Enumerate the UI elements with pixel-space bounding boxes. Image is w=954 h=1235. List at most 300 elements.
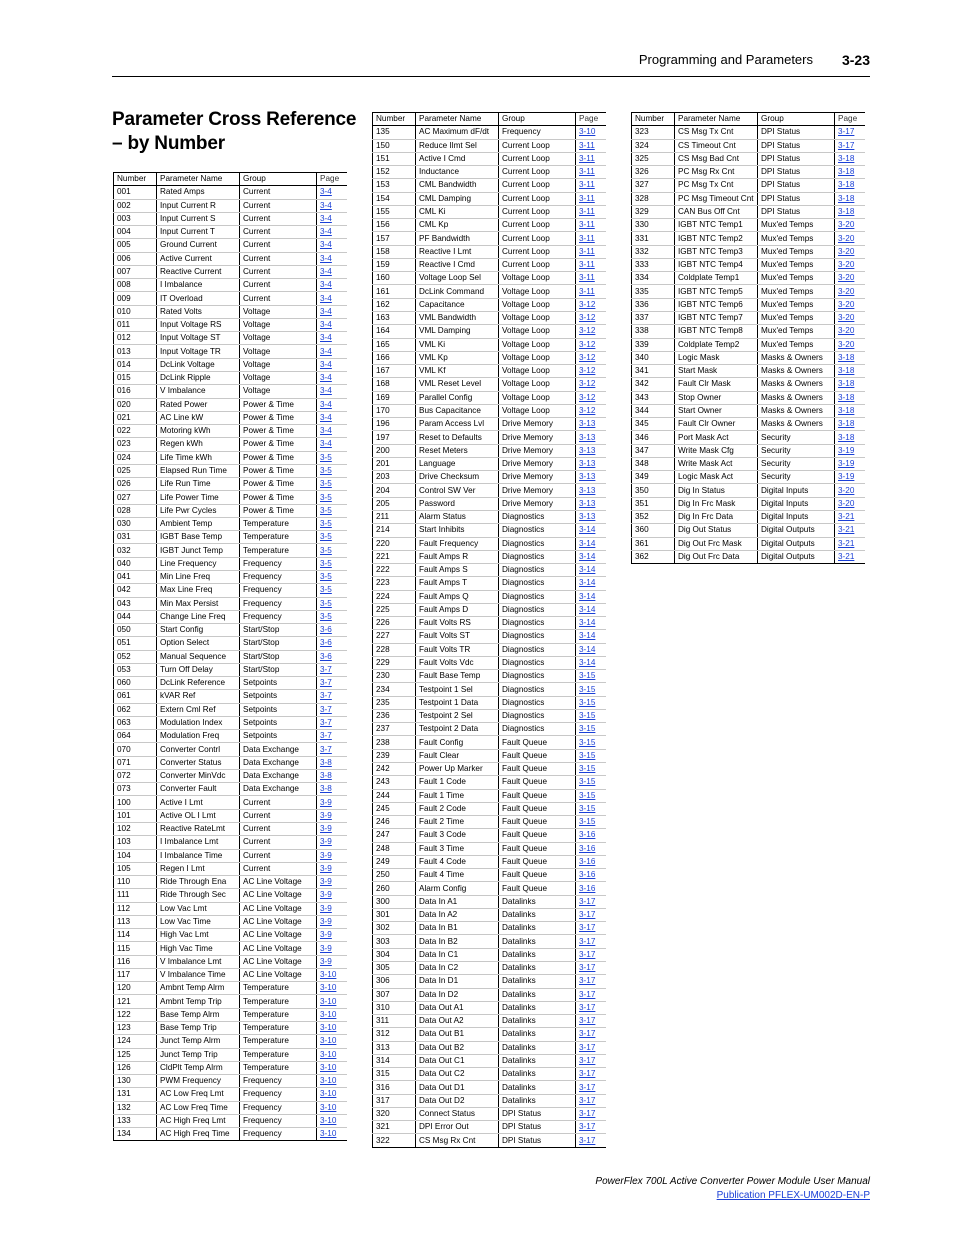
page-cell: [317, 1128, 347, 1141]
page-link[interactable]: 3-5: [320, 452, 332, 462]
page-link[interactable]: 3-15: [579, 724, 596, 734]
page-link[interactable]: 3-7: [320, 704, 332, 714]
page-link[interactable]: 3-17: [579, 1029, 596, 1039]
page-link[interactable]: 3-11: [579, 167, 595, 177]
page-link[interactable]: 3-13: [579, 485, 596, 495]
page-link[interactable]: 3-9: [320, 850, 332, 860]
page-link[interactable]: 3-12: [579, 352, 596, 362]
page-link[interactable]: 3-10: [320, 970, 337, 980]
parameter-group: Current Loop: [499, 152, 576, 165]
page-link[interactable]: 3-5: [320, 532, 332, 542]
parameter-group: Voltage: [240, 371, 317, 384]
table-row: [114, 570, 347, 583]
page-link[interactable]: 3-14: [579, 644, 596, 654]
parameter-name: Data In B1: [416, 922, 499, 935]
page-link[interactable]: 3-21: [838, 512, 855, 522]
parameter-number: 032: [114, 544, 157, 557]
page-link[interactable]: 3-17: [579, 989, 596, 999]
page-link[interactable]: 3-5: [320, 479, 332, 489]
parameter-group: Digital Inputs: [758, 510, 835, 523]
parameter-number: 327: [632, 179, 675, 192]
parameter-name: Input Current T: [157, 226, 240, 239]
page-link[interactable]: 3-11: [579, 286, 595, 296]
page-link[interactable]: 3-9: [320, 956, 332, 966]
parameter-group: Frequency: [240, 1101, 317, 1114]
page-link[interactable]: 3-20: [838, 326, 855, 336]
table-row: [632, 550, 865, 563]
table-row: [632, 338, 865, 351]
page-link[interactable]: 3-16: [579, 870, 596, 880]
parameter-name: kVAR Ref: [157, 690, 240, 703]
page-link[interactable]: 3-15: [579, 817, 596, 827]
table-row: [373, 166, 606, 179]
page-link[interactable]: 3-4: [320, 412, 332, 422]
parameter-number: 360: [632, 524, 675, 537]
page-link[interactable]: 3-14: [579, 604, 596, 614]
page-link[interactable]: 3-17: [579, 1122, 596, 1132]
parameter-group: DPI Status: [758, 166, 835, 179]
page-link[interactable]: 3-5: [320, 585, 332, 595]
page-link[interactable]: 3-21: [838, 538, 855, 548]
page-link[interactable]: 3-4: [320, 373, 332, 383]
page-link[interactable]: 3-4: [320, 306, 332, 316]
page-link[interactable]: 3-5: [320, 558, 332, 568]
page-link[interactable]: 3-10: [320, 983, 337, 993]
page-link[interactable]: 3-21: [838, 525, 855, 535]
page-link[interactable]: 3-20: [838, 273, 855, 283]
page-link[interactable]: 3-17: [579, 976, 596, 986]
table-row: [632, 179, 865, 192]
parameter-number: 305: [373, 962, 416, 975]
page-link[interactable]: 3-15: [579, 777, 596, 787]
page-link[interactable]: 3-18: [838, 392, 855, 402]
page-link[interactable]: 3-4: [320, 386, 332, 396]
page-cell: [317, 876, 347, 889]
parameter-number: 022: [114, 425, 157, 438]
parameter-group: AC Line Voltage: [240, 929, 317, 942]
page-link[interactable]: 3-11: [579, 273, 595, 283]
parameter-group: Power & Time: [240, 478, 317, 491]
page-link[interactable]: 3-17: [579, 1016, 596, 1026]
page-link[interactable]: 3-12: [579, 405, 596, 415]
page-cell: [835, 152, 865, 165]
parameter-number: 169: [373, 391, 416, 404]
page-link[interactable]: 3-17: [579, 896, 596, 906]
page-cell: [576, 842, 606, 855]
page-link[interactable]: 3-11: [579, 233, 595, 243]
parameter-number: 153: [373, 179, 416, 192]
page-cell: [317, 1022, 347, 1035]
page-link[interactable]: 3-13: [579, 445, 596, 455]
page-link[interactable]: 3-18: [838, 432, 855, 442]
page-cell: [317, 199, 347, 212]
page-link[interactable]: 3-15: [579, 764, 596, 774]
page-link[interactable]: 3-16: [579, 830, 596, 840]
page-link[interactable]: 3-8: [320, 784, 332, 794]
page-link[interactable]: 3-4: [320, 293, 332, 303]
page-link[interactable]: 3-17: [838, 140, 855, 150]
page-cell: [576, 975, 606, 988]
page-link[interactable]: 3-13: [579, 512, 596, 522]
parameter-number: 343: [632, 391, 675, 404]
parameter-group: Masks & Owners: [758, 418, 835, 431]
page-link[interactable]: 3-9: [320, 890, 332, 900]
page-link[interactable]: 3-12: [579, 299, 596, 309]
parameter-number: 303: [373, 935, 416, 948]
page-link[interactable]: 3-4: [320, 227, 332, 237]
page-cell: [576, 922, 606, 935]
page-link[interactable]: 3-12: [579, 379, 596, 389]
parameter-name: Converter MinVdc: [157, 769, 240, 782]
page-cell: [835, 205, 865, 218]
page-link[interactable]: 3-17: [838, 127, 855, 137]
page-link[interactable]: 3-4: [320, 240, 332, 250]
page-cell: [317, 677, 347, 690]
parameter-number: 239: [373, 749, 416, 762]
column-header-group: Group: [499, 113, 576, 126]
page-link[interactable]: 3-13: [579, 459, 596, 469]
parameter-group: Diagnostics: [499, 696, 576, 709]
page-link[interactable]: 3-15: [579, 750, 596, 760]
table-row: [114, 504, 347, 517]
page-link[interactable]: 3-10: [320, 1076, 337, 1086]
page-link[interactable]: 3-10: [320, 1049, 337, 1059]
page-link[interactable]: 3-11: [579, 193, 595, 203]
parameter-group: Temperature: [240, 982, 317, 995]
page-link[interactable]: 3-16: [579, 857, 596, 866]
page-link[interactable]: 3-10: [320, 996, 337, 1006]
parameter-number: 350: [632, 484, 675, 497]
page-cell: [317, 186, 347, 199]
parameter-number: 317: [373, 1094, 416, 1107]
page-link[interactable]: 3-20: [838, 485, 855, 495]
parameter-name: Low Vac Time: [157, 915, 240, 928]
parameter-group: Data Exchange: [240, 743, 317, 756]
page-link[interactable]: 3-5: [320, 598, 332, 608]
page-link[interactable]: 3-9: [320, 930, 332, 940]
table-row: [114, 1022, 347, 1035]
page-link[interactable]: 3-9: [320, 903, 332, 913]
page-link[interactable]: 3-17: [579, 1042, 596, 1052]
page-link[interactable]: 3-18: [838, 153, 855, 163]
page-link[interactable]: 3-5: [320, 492, 332, 502]
page-link[interactable]: 3-15: [579, 697, 596, 707]
page-link[interactable]: 3-14: [579, 618, 596, 628]
page-link[interactable]: 3-4: [320, 266, 332, 276]
page-link[interactable]: 3-10: [579, 127, 596, 137]
page-link[interactable]: 3-7: [320, 691, 332, 701]
page-link[interactable]: 3-9: [320, 837, 332, 847]
table-row: [114, 212, 347, 225]
table-row: [373, 126, 606, 139]
page-link[interactable]: 3-10: [320, 1102, 337, 1112]
page-link[interactable]: 3-14: [579, 591, 596, 601]
page-link[interactable]: 3-15: [579, 790, 596, 800]
page-link[interactable]: 3-17: [579, 1069, 596, 1079]
page-link[interactable]: 3-4: [320, 333, 332, 343]
page-cell: [317, 1088, 347, 1101]
parameter-group: Temperature: [240, 1022, 317, 1035]
page-link[interactable]: 3-17: [579, 963, 596, 973]
page-link[interactable]: 3-14: [579, 551, 596, 561]
parameter-number: 103: [114, 836, 157, 849]
page-cell: [576, 232, 606, 245]
page-link[interactable]: 3-16: [579, 843, 596, 853]
page-link[interactable]: 3-9: [320, 797, 332, 807]
page-cell: [317, 809, 347, 822]
page-link[interactable]: 3-10: [320, 1089, 337, 1099]
page-link[interactable]: 3-20: [838, 286, 855, 296]
page-link[interactable]: 3-5: [320, 545, 332, 555]
page-link[interactable]: 3-12: [579, 326, 596, 336]
page-link[interactable]: 3-4: [320, 200, 332, 210]
page-link[interactable]: 3-11: [579, 153, 595, 163]
page-link[interactable]: 3-18: [838, 366, 855, 376]
parameter-number: 345: [632, 418, 675, 431]
page-link[interactable]: 3-5: [320, 611, 332, 621]
page-link[interactable]: 3-11: [579, 220, 595, 230]
parameter-name: Capacitance: [416, 298, 499, 311]
page-link[interactable]: 3-14: [579, 578, 596, 588]
page-link[interactable]: 3-20: [838, 246, 855, 256]
page-link[interactable]: 3-14: [579, 538, 596, 548]
footer-publication-link[interactable]: Publication PFLEX-UM002D-EN-P: [716, 1190, 870, 1201]
page-link[interactable]: 3-5: [320, 572, 332, 582]
page-link[interactable]: 3-4: [320, 320, 332, 330]
page-link[interactable]: 3-9: [320, 917, 332, 926]
parameter-number: 004: [114, 226, 157, 239]
page-link[interactable]: 3-19: [838, 445, 855, 455]
page-link[interactable]: 3-10: [320, 1023, 337, 1033]
page-link[interactable]: 3-15: [579, 737, 596, 747]
page-link[interactable]: 3-13: [579, 419, 596, 429]
page-link[interactable]: 3-4: [320, 253, 332, 263]
page-link[interactable]: 3-18: [838, 167, 855, 177]
page-link[interactable]: 3-10: [320, 1129, 337, 1139]
page-link[interactable]: 3-7: [320, 664, 332, 674]
table-row: [373, 1094, 606, 1107]
page-cell: [576, 630, 606, 643]
parameter-name: Data In D2: [416, 988, 499, 1001]
parameter-group: Mux'ed Temps: [758, 258, 835, 271]
parameter-name: VML Ki: [416, 338, 499, 351]
page-cell: [576, 245, 606, 258]
page-link[interactable]: 3-5: [320, 505, 332, 515]
parameter-name: Fault 3 Time: [416, 842, 499, 855]
table-row: [114, 783, 347, 796]
page-cell: [576, 1015, 606, 1028]
parameter-number: 328: [632, 192, 675, 205]
page-cell: [835, 126, 865, 139]
page-link[interactable]: 3-14: [579, 565, 596, 575]
page-link[interactable]: 3-5: [320, 519, 332, 529]
page-link[interactable]: 3-12: [579, 366, 596, 376]
parameter-name: Reset Meters: [416, 444, 499, 457]
page-link[interactable]: 3-7: [320, 744, 332, 754]
page-link[interactable]: 3-17: [579, 923, 596, 933]
page-link[interactable]: 3-17: [579, 1055, 596, 1065]
page-link[interactable]: 3-10: [320, 1115, 337, 1125]
page-cell: [317, 796, 347, 809]
page-link[interactable]: 3-13: [579, 432, 596, 442]
page-link[interactable]: 3-17: [579, 1109, 596, 1119]
table-row: [632, 219, 865, 232]
parameter-name: Write Mask Cfg: [675, 444, 758, 457]
parameter-group: Datalinks: [499, 1054, 576, 1067]
parameter-name: Rated Volts: [157, 305, 240, 318]
page-link[interactable]: 3-21: [838, 551, 855, 561]
page-link[interactable]: 3-4: [320, 399, 332, 409]
parameter-group: Masks & Owners: [758, 391, 835, 404]
page-cell: [576, 272, 606, 285]
parameter-number: 347: [632, 444, 675, 457]
page-link[interactable]: 3-17: [579, 1002, 596, 1012]
page-link[interactable]: 3-20: [838, 339, 855, 349]
page-cell: [317, 212, 347, 225]
page-cell: [576, 497, 606, 510]
page-link[interactable]: 3-15: [579, 671, 596, 681]
page-link[interactable]: 3-8: [320, 771, 332, 781]
page-link[interactable]: 3-17: [579, 1095, 596, 1105]
page-link[interactable]: 3-14: [579, 658, 596, 668]
page-link[interactable]: 3-11: [579, 246, 595, 256]
page-cell: [576, 139, 606, 152]
page-cell: [835, 537, 865, 550]
page-link[interactable]: 3-16: [579, 883, 596, 893]
page-link[interactable]: 3-15: [579, 711, 596, 721]
page-link[interactable]: 3-7: [320, 731, 332, 741]
parameter-name: PWM Frequency: [157, 1075, 240, 1088]
page-cell: [576, 365, 606, 378]
parameter-name: PC Msg Timeout Cnt: [675, 192, 758, 205]
page-link[interactable]: 3-13: [579, 472, 596, 482]
page-cell: [317, 1035, 347, 1048]
parameter-name: Input Voltage RS: [157, 318, 240, 331]
page-cell: [317, 968, 347, 981]
page-link[interactable]: 3-18: [838, 379, 855, 389]
page-link[interactable]: 3-4: [320, 359, 332, 369]
page-link[interactable]: 3-20: [838, 260, 855, 270]
page-link[interactable]: 3-4: [320, 439, 332, 449]
page-cell: [835, 418, 865, 431]
parameter-group: Digital Outputs: [758, 550, 835, 563]
page-cell: [317, 955, 347, 968]
page-link[interactable]: 3-12: [579, 392, 596, 402]
parameter-number: 227: [373, 630, 416, 643]
page-link[interactable]: 3-12: [579, 313, 596, 323]
parameter-group: Drive Memory: [499, 484, 576, 497]
page-link[interactable]: 3-17: [579, 936, 596, 946]
page-link[interactable]: 3-6: [320, 625, 332, 635]
page-link[interactable]: 3-15: [579, 803, 596, 813]
page-link[interactable]: 3-13: [579, 498, 596, 508]
page-link[interactable]: 3-19: [838, 472, 855, 482]
page-link[interactable]: 3-9: [320, 877, 332, 887]
page-link[interactable]: 3-14: [579, 631, 596, 641]
page-link[interactable]: 3-9: [320, 943, 332, 953]
page-link[interactable]: 3-9: [320, 863, 332, 873]
page-link[interactable]: 3-20: [838, 299, 855, 309]
table-row: [114, 597, 347, 610]
parameter-name: CML Damping: [416, 192, 499, 205]
page-link[interactable]: 3-10: [320, 1036, 337, 1046]
page-link[interactable]: 3-11: [579, 206, 595, 216]
page-link[interactable]: 3-9: [320, 810, 332, 820]
page-link[interactable]: 3-18: [838, 180, 855, 190]
page-link[interactable]: 3-11: [579, 260, 595, 270]
page-link[interactable]: 3-19: [838, 459, 855, 469]
page-cell: [576, 643, 606, 656]
page-link[interactable]: 3-18: [838, 405, 855, 415]
parameter-group: Datalinks: [499, 1028, 576, 1041]
parameter-number: 159: [373, 258, 416, 271]
page-link[interactable]: 3-14: [579, 525, 596, 535]
page-link[interactable]: 3-4: [320, 280, 332, 290]
parameter-name: CldPlt Temp Alrm: [157, 1061, 240, 1074]
page-link[interactable]: 3-9: [320, 824, 332, 834]
page-link[interactable]: 3-5: [320, 465, 332, 475]
parameter-number: 151: [373, 152, 416, 165]
page-link[interactable]: 3-4: [320, 187, 332, 197]
page-link[interactable]: 3-20: [838, 313, 855, 323]
page-link[interactable]: 3-11: [579, 140, 595, 150]
page-link[interactable]: 3-17: [579, 910, 596, 920]
parameter-number: 117: [114, 968, 157, 981]
page-link[interactable]: 3-12: [579, 339, 596, 349]
parameter-number: 321: [373, 1121, 416, 1134]
page-link[interactable]: 3-18: [838, 206, 855, 216]
table-row: [373, 391, 606, 404]
page-cell: [317, 862, 347, 875]
parameter-group: Masks & Owners: [758, 365, 835, 378]
page-link[interactable]: 3-4: [320, 426, 332, 436]
page-link[interactable]: 3-7: [320, 718, 332, 728]
table-row: [114, 677, 347, 690]
page-link[interactable]: 3-6: [320, 638, 332, 648]
page-link[interactable]: 3-18: [838, 352, 855, 362]
table-row: [632, 205, 865, 218]
table-row: [373, 179, 606, 192]
page-link[interactable]: 3-17: [579, 1082, 596, 1092]
page-link[interactable]: 3-17: [579, 949, 596, 959]
parameter-name: Coldplate Temp2: [675, 338, 758, 351]
parameter-group: Power & Time: [240, 425, 317, 438]
page-link[interactable]: 3-7: [320, 678, 332, 688]
page-link[interactable]: 3-15: [579, 684, 596, 694]
table-row: [114, 1048, 347, 1061]
parameter-name: Fault 3 Code: [416, 829, 499, 842]
parameter-name: Max Line Freq: [157, 584, 240, 597]
table-row: [114, 1008, 347, 1021]
page-link[interactable]: 3-18: [838, 419, 855, 429]
page-link[interactable]: 3-6: [320, 651, 332, 661]
table-row: [114, 915, 347, 928]
page-link[interactable]: 3-20: [838, 220, 855, 230]
page-cell: [317, 902, 347, 915]
page-link[interactable]: 3-10: [320, 1009, 337, 1019]
page-link[interactable]: 3-20: [838, 233, 855, 243]
parameter-number: 113: [114, 915, 157, 928]
page-link[interactable]: 3-11: [579, 180, 595, 190]
page-link[interactable]: 3-18: [838, 193, 855, 203]
page-link[interactable]: 3-10: [320, 1062, 337, 1072]
page-link[interactable]: 3-4: [320, 213, 332, 223]
parameter-group: Fault Queue: [499, 763, 576, 776]
page-link[interactable]: 3-20: [838, 498, 855, 508]
page-link[interactable]: 3-8: [320, 757, 332, 767]
page-link[interactable]: 3-17: [579, 1135, 596, 1145]
page-link[interactable]: 3-4: [320, 346, 332, 356]
